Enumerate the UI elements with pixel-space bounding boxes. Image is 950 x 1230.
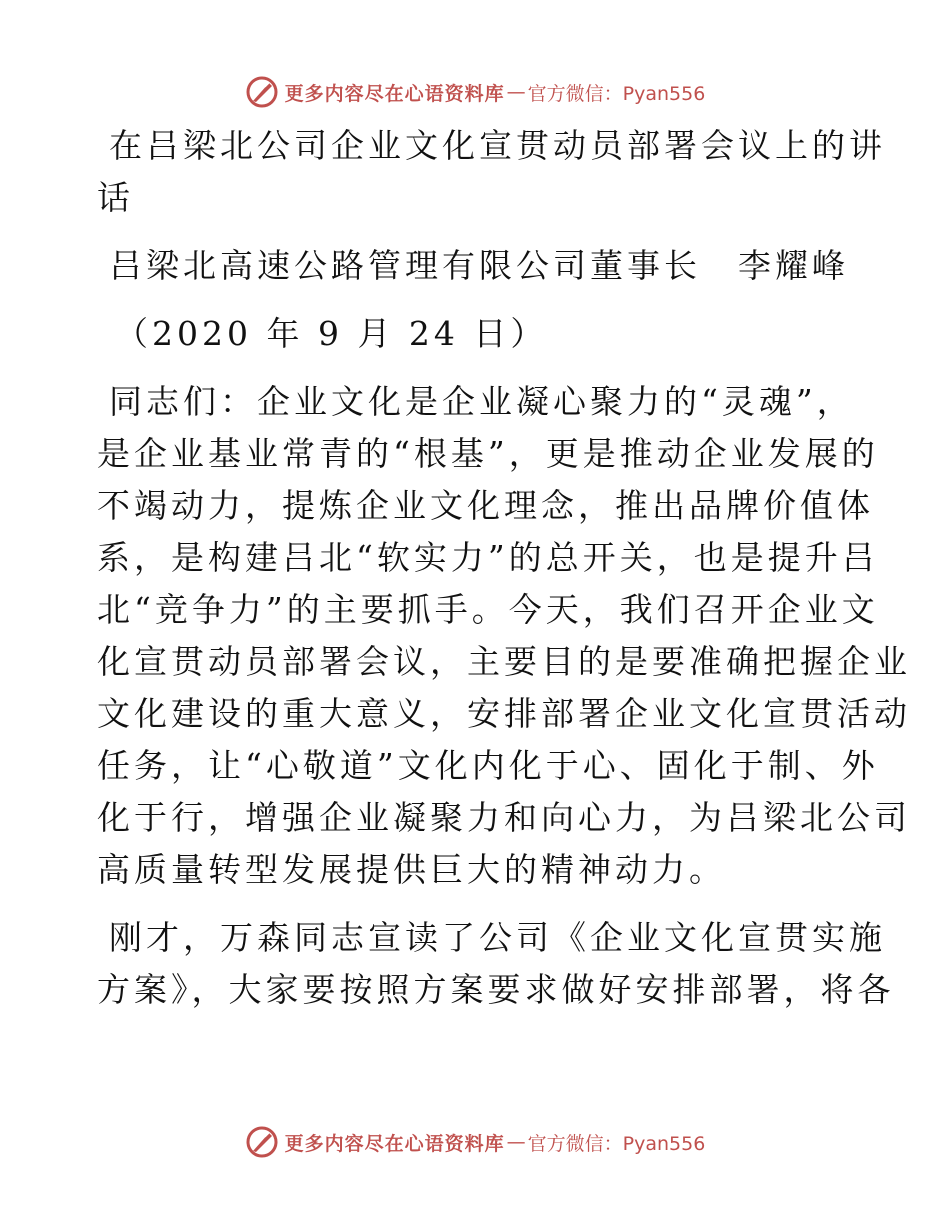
paragraph-line: 刚才，万森同志宣读了公司《企业文化宣贯实施 [109, 918, 886, 957]
watermark-contact: 官方微信：Pyan556 [527, 1132, 706, 1155]
watermark-brand: 更多内容尽在心语资料库 [284, 82, 505, 105]
header-watermark [0, 72, 950, 112]
quill-logo-icon [245, 1125, 279, 1159]
paragraph-line: 化宣贯动员部署会议，主要目的是要准确把握企业 [97, 642, 911, 681]
watermark-brand: 更多内容尽在心语资料库 [284, 1132, 505, 1155]
watermark-separator: — [506, 1131, 526, 1153]
paragraph-line: 高质量转型发展提供巨大的精神动力。 [97, 850, 726, 889]
speech-date: （2020 年 9 月 24 日） [115, 314, 548, 353]
paragraph-line: 是企业基业常青的“根基”，更是推动企业发展的 [97, 434, 879, 473]
title-line-1: 在吕梁北公司企业文化宣贯动员部署会议上的讲 [109, 126, 886, 165]
author-line: 吕梁北高速公路管理有限公司董事长 李耀峰 [109, 246, 849, 285]
paragraph-line: 化于行，增强企业凝聚力和向心力，为吕梁北公司 [97, 798, 911, 837]
paragraph-1 [97, 376, 911, 896]
paragraph-line: 文化建设的重大意义，安排部署企业文化宣贯活动 [97, 694, 911, 733]
paragraph-2 [97, 912, 895, 1016]
title-line-2: 话 [97, 178, 134, 217]
watermark-contact: 官方微信：Pyan556 [527, 82, 706, 105]
paragraph-line: 系，是构建吕北“软实力”的总开关，也是提升吕 [97, 538, 879, 577]
paragraph-line: 方案》，大家要按照方案要求做好安排部署，将各 [97, 970, 895, 1009]
watermark-separator: — [506, 81, 526, 103]
paragraph-line: 同志们：企业文化是企业凝心聚力的“灵魂”， [109, 382, 854, 421]
document-body [97, 120, 911, 1016]
paragraph-line: 任务，让“心敬道”文化内化于心、固化于制、外 [97, 746, 879, 785]
footer-watermark [0, 1122, 950, 1162]
paragraph-line: 北“竞争力”的主要抓手。今天，我们召开企业文 [97, 590, 879, 629]
paragraph-line: 不竭动力，提炼企业文化理念，推出品牌价值体 [97, 486, 874, 525]
quill-logo-icon [245, 75, 279, 109]
